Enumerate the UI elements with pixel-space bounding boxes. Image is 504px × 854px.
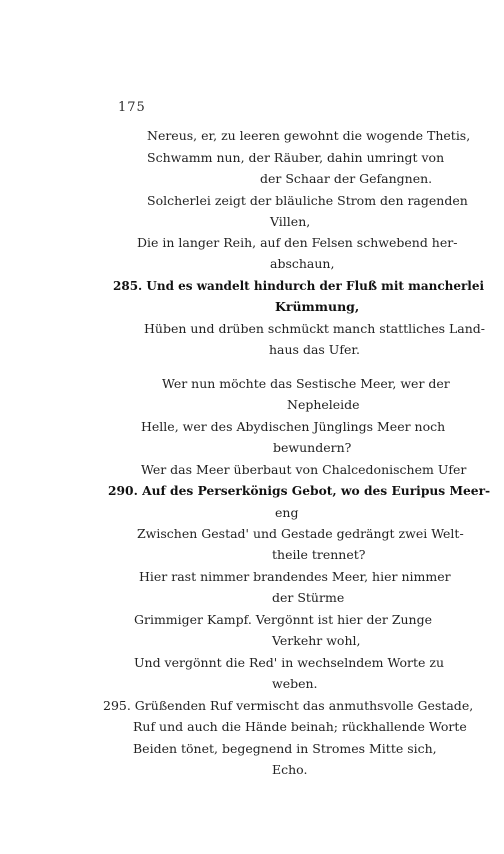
verse-line: Grimmiger Kampf. Vergönnt ist hier der Zunge [134,612,432,627]
verse-line: Wer das Meer überbaut von Chalcedonischem Ufer [141,462,467,477]
verse-line: Die in langer Reih, auf den Felsen schwebend her- [137,235,458,250]
verse-line: der Schaar der Gefangnen. [260,171,433,186]
verse-line: weben. [272,676,318,691]
verse-line: eng [275,505,299,520]
page-number: 175 [118,100,146,115]
verse-line: haus das Ufer. [269,342,360,357]
verse-line: Und vergönnt die Red' in wechselndem Worte zu [134,655,444,670]
verse-line: Schwamm nun, der Räuber, dahin umringt von [147,150,445,165]
verse-line: Hüben und drüben schmückt manch stattliches Land- [144,321,486,336]
verse-line: Helle, wer des Abydischen Jünglings Meer noch [141,419,446,434]
verse-line: abschaun, [270,256,335,271]
verse-line: Krümmung, [275,299,360,314]
verse-line: Beiden tönet, begegnend in Stromes Mitte sich, [133,741,437,756]
verse-line: Ruf und auch die Hände beinah; rückhallende Worte [133,719,467,734]
verse-line: Solcherlei zeigt der bläuliche Strom den ragenden [147,193,468,208]
verse-line: Nereus, er, zu leeren gewohnt die wogende Thetis, [147,128,471,143]
verse-line: der Stürme [272,590,345,605]
verse-line: 290. Auf des Perserkönigs Gebot, wo des Euripus Meer- [108,483,491,498]
verse-line: Verkehr wohl, [272,633,361,648]
verse-line: theile trennet? [272,547,366,562]
verse-line: 295. Grüßenden Ruf vermischt das anmuthsvolle Gestade, [103,698,474,713]
verse-line: Hier rast nimmer brandendes Meer, hier nimmer [139,569,451,584]
verse-line: 285. Und es wandelt hindurch der Fluß mit mancherlei [113,279,485,293]
verse-line: Wer nun möchte das Sestische Meer, wer der [162,376,450,391]
verse-line: Villen, [270,214,311,229]
verse-line: Zwischen Gestad' und Gestade gedrängt zwei Welt- [137,526,464,541]
verse-line: Echo. [272,762,308,777]
verse-line: bewundern? [273,440,352,455]
verse-line: Nepheleide [287,397,360,412]
